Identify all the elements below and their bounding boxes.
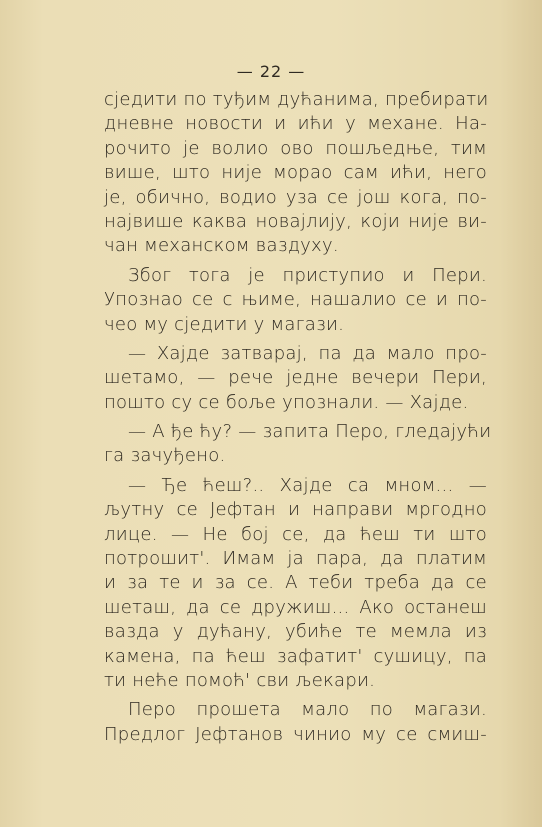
- text-line: — А ђе ћу? — запита Перо, гледајући: [128, 421, 492, 443]
- text-line: шеташ, да се дружиш... Ако останеш: [104, 596, 487, 618]
- text-line: — Хајде затварај, па да мало про-: [128, 342, 487, 364]
- paragraph: [104, 420, 492, 469]
- text-line: више, што није морао сам ићи, него: [104, 162, 487, 184]
- text-line: ти неће помоћ' сви љекари.: [104, 669, 376, 691]
- body-text: [104, 88, 492, 747]
- text-line: Перо прошета мало по магази.: [128, 699, 487, 721]
- page-number: — 22 —: [236, 62, 306, 81]
- text-line: пошто су се боље упознали. — Хајде.: [104, 391, 469, 413]
- text-line: чан механском ваздуху.: [104, 235, 339, 257]
- text-line: камена, па ћеш зафатит' сушицу, па: [104, 645, 487, 667]
- text-line: Упознао се с њиме, нашалио се и по-: [104, 289, 487, 311]
- text-line: дневне новости и ићи у механе. На-: [104, 113, 487, 135]
- text-line: шетамо, — рече једне вечери Пери,: [104, 367, 487, 389]
- text-line: љутну се Јефтан и направи мргодно: [104, 499, 487, 521]
- paragraph: [104, 264, 487, 337]
- text-line: — Ђе ћеш?.. Хајде са мном... —: [128, 474, 487, 496]
- text-line: вазда у дућану, убиће те мемла из: [104, 621, 487, 643]
- text-line: највише каква новајлију, који није ви-: [104, 210, 487, 232]
- text-line: лице. — Не бој се, да ћеш ти што: [104, 523, 487, 545]
- text-line: рочито је волио ово пошљедње, тим: [104, 137, 487, 159]
- text-line: и за те и за се. А теби треба да се: [104, 572, 487, 594]
- text-line: чео му сједити у магази.: [104, 313, 345, 335]
- paragraph: [104, 474, 487, 694]
- text-line: Предлог Јефтанов чинио му се смиш-: [104, 723, 487, 745]
- text-line: Због тога је приступио и Пери.: [128, 264, 487, 286]
- paragraph: [104, 698, 487, 747]
- text-line: потрошит'. Имам ја пара, да платим: [104, 548, 487, 570]
- paragraph: [104, 88, 487, 259]
- text-line: сједити по туђим дућанима, пребирати: [104, 89, 489, 110]
- paragraph: [104, 342, 487, 415]
- text-line: га зачуђено.: [104, 445, 226, 467]
- text-line: је, обично, водио уза се још кога, по-: [104, 186, 487, 208]
